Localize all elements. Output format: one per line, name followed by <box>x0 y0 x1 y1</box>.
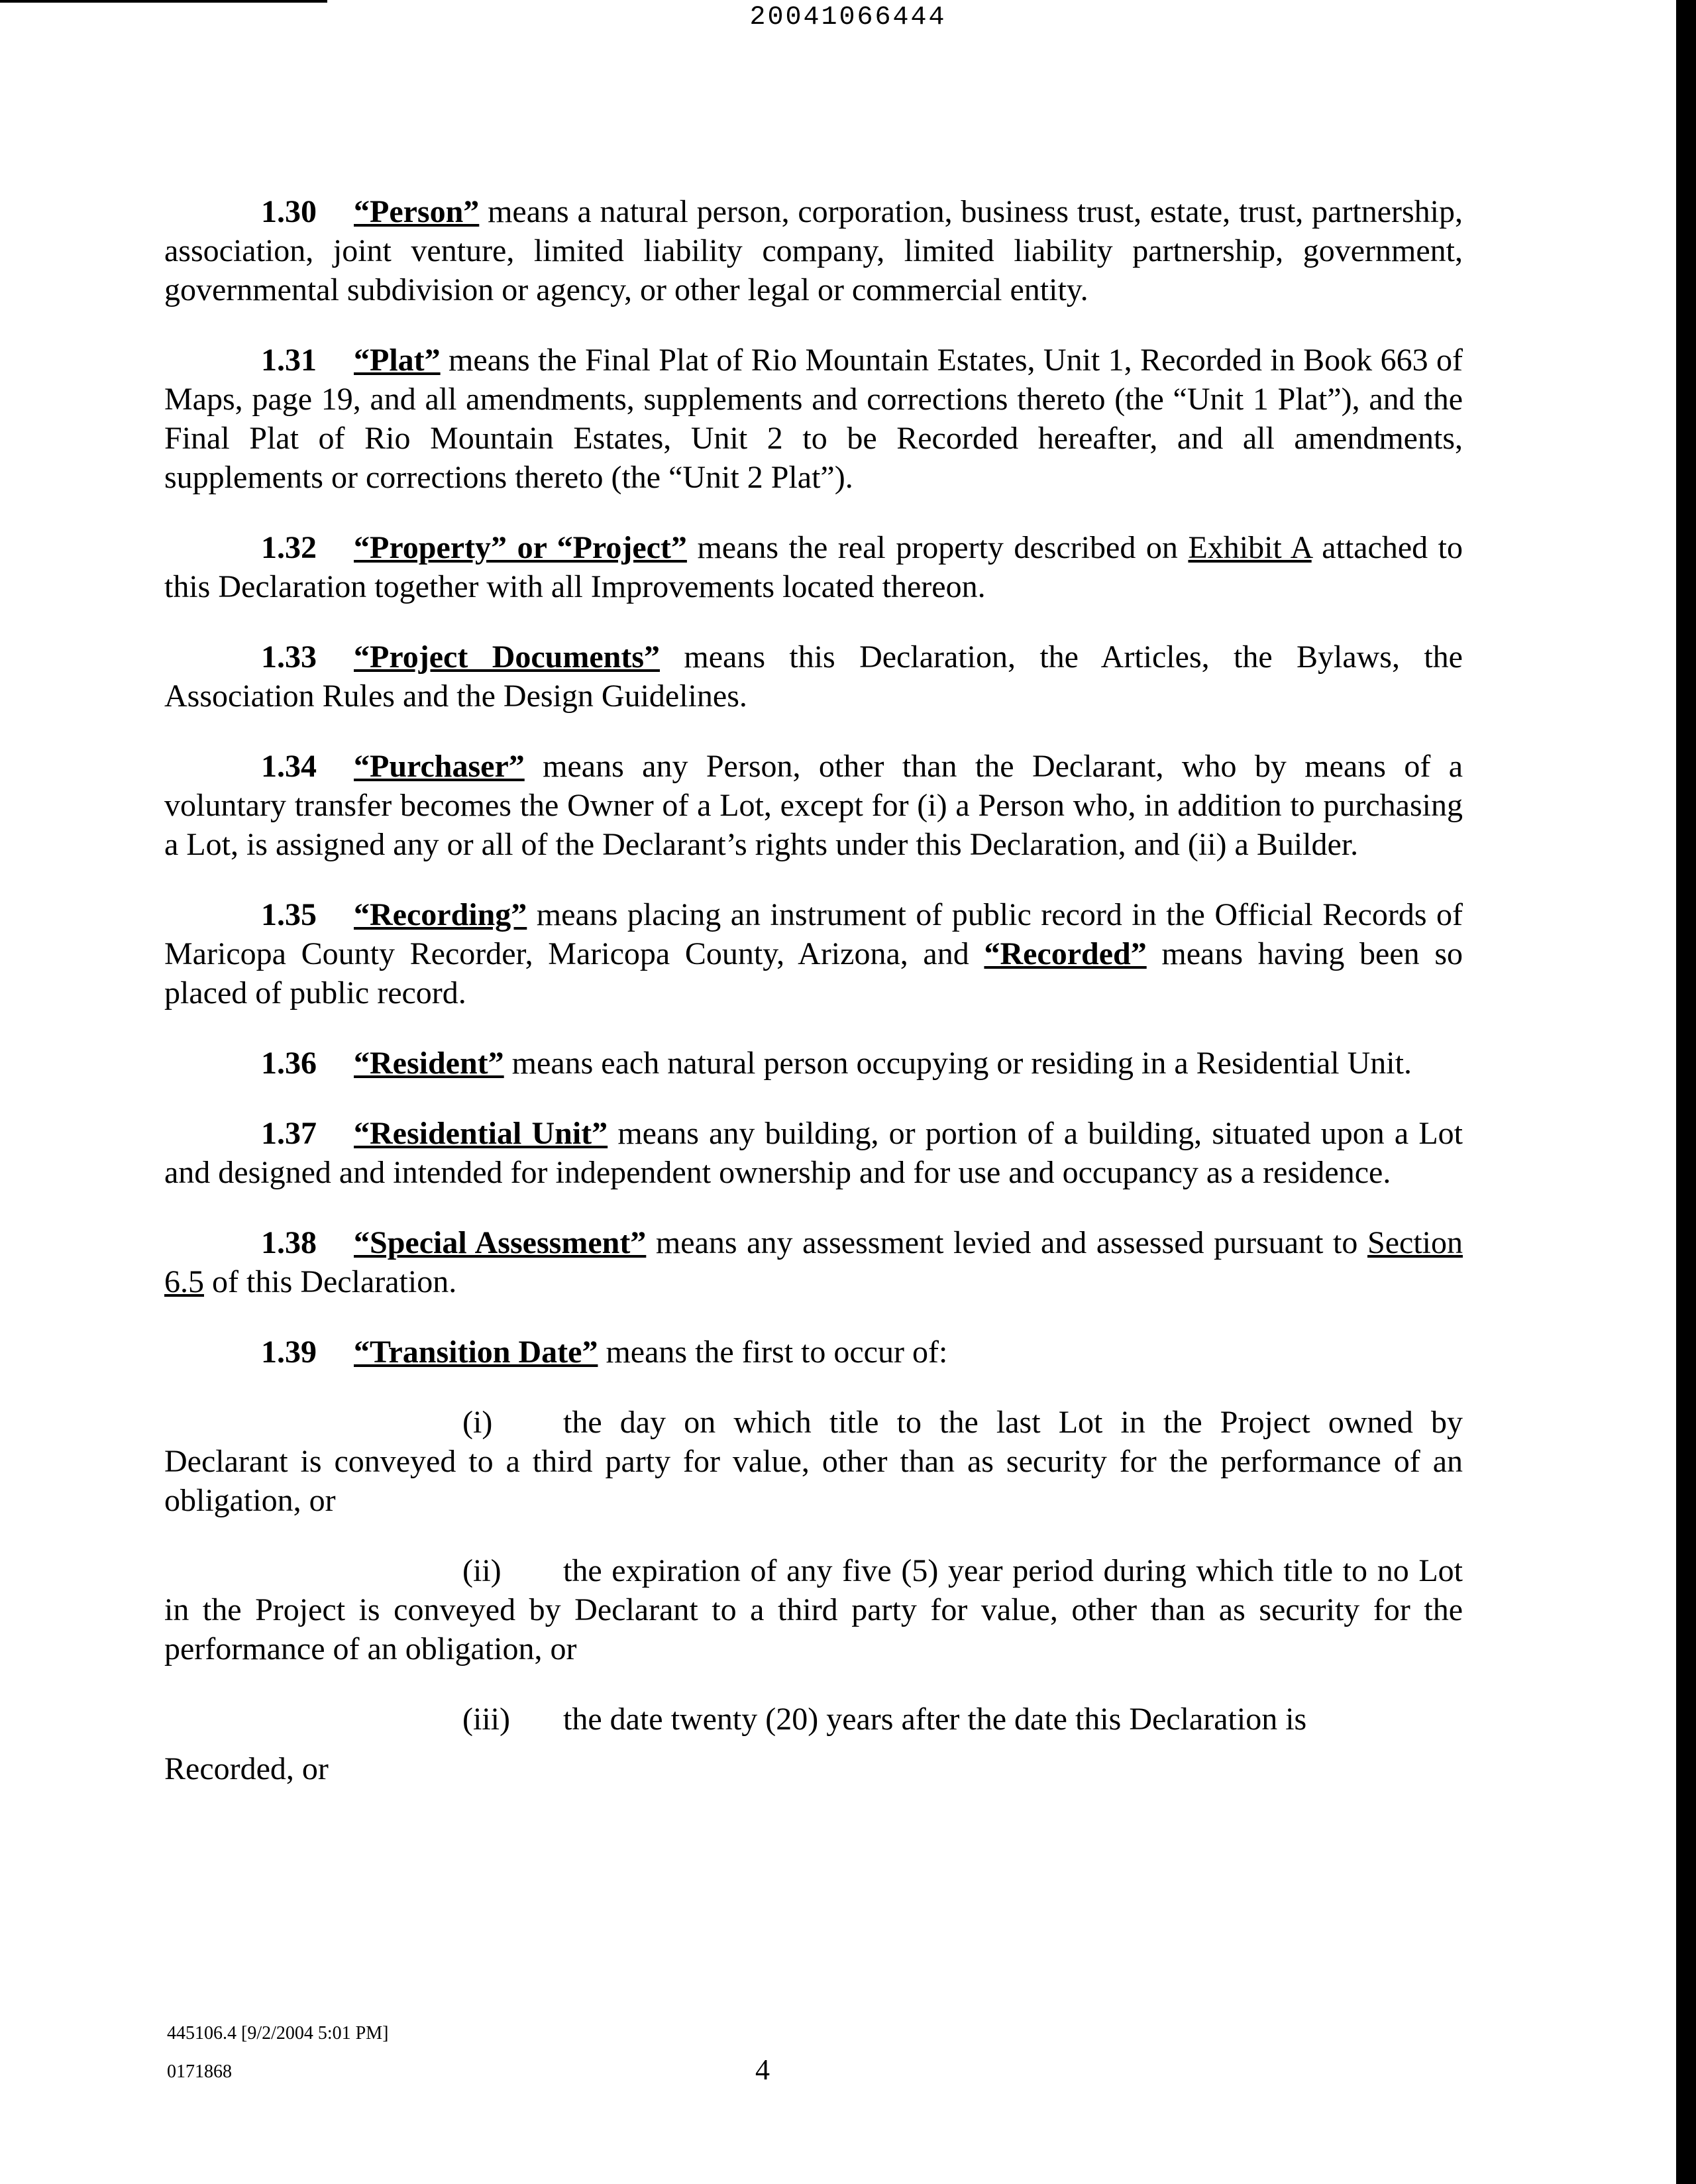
definition-1-34 <box>164 747 1463 864</box>
defined-term: “Plat” <box>354 343 441 378</box>
definition-text: means the real property described on <box>686 530 1189 565</box>
definition-text: means the Final Plat of Rio Mountain Estates, Unit 1, Recorded in Book 663 of Maps, page 19, and all amendments, supplements and corrections thereto (the “Unit 1 Plat”), and the Final Plat of Rio Mountain Estates, Unit 2 to be Recorded hereafter, and all amendments, supplements or corrections thereto (the “Unit 2 Plat”). <box>164 343 1463 495</box>
section-number: 1.35 <box>261 897 317 932</box>
definition-text: means each natural person occupying or residing in a Residential Unit. <box>504 1046 1412 1081</box>
page-number: 4 <box>755 2053 770 2086</box>
definition-1-38 <box>164 1223 1463 1301</box>
sub-item-label: (i) <box>462 1405 493 1440</box>
definition-text: of this Declaration. <box>204 1264 457 1299</box>
sub-item-ii <box>164 1551 1463 1668</box>
defined-term: “Special Assessment” <box>354 1225 647 1260</box>
definition-text: attached to this Declaration together with all Improvements located thereon. <box>164 530 1463 604</box>
defined-term: “Purchaser” <box>354 749 525 784</box>
sub-item-text: the day on which title to the last Lot in the Project owned by Declarant is conveyed to a third party for value, other than as security for the performance of an obligation, or <box>164 1405 1463 1518</box>
definition-text: means any building, or portion of a building, situated upon a Lot and designed and intended for independent ownership and for use and occupancy as a residence. <box>164 1116 1463 1190</box>
section-number: 1.39 <box>261 1335 317 1370</box>
defined-term: “Residential Unit” <box>354 1116 608 1151</box>
definition-1-33 <box>164 637 1463 716</box>
recording-number: 20041066444 <box>749 3 947 32</box>
section-number: 1.38 <box>261 1225 317 1260</box>
sub-item-label: (iii) <box>462 1702 510 1737</box>
definition-text: means any Person, other than the Declarant, who by means of a voluntary transfer becomes the Owner of a Lot, except for (i) a Person who, in addition to purchasing a Lot, is assigned any or all of the Declarant’s rights under this Declaration, and (ii) a Builder. <box>164 749 1463 862</box>
defined-term-recorded: “Recorded” <box>984 936 1147 971</box>
section-number: 1.34 <box>261 749 317 784</box>
defined-term: “Person” <box>354 194 480 229</box>
definition-text: means having been so placed of public record. <box>164 936 1463 1010</box>
definition-text: means a natural person, corporation, business trust, estate, trust, partnership, association, joint venture, limited liability company, limited liability partnership, government, governmental subdivision or agency, or other legal or commercial entity. <box>164 194 1463 307</box>
file-number: 0171868 <box>167 2061 232 2082</box>
sub-item-text: the date twenty (20) years after the date this Declaration is <box>563 1702 1307 1737</box>
definition-1-39 <box>164 1333 1463 1372</box>
sub-item-i <box>164 1403 1463 1520</box>
scan-edge <box>1676 0 1696 2184</box>
defined-term: “Resident” <box>354 1046 504 1081</box>
definition-1-32 <box>164 528 1463 606</box>
defined-term: “Project Documents” <box>354 639 661 675</box>
defined-term: “Recording” <box>354 897 527 932</box>
section-number: 1.30 <box>261 194 317 229</box>
definition-1-36 <box>164 1044 1463 1083</box>
definition-text: means placing an instrument of public record in the Official Records of Maricopa County Recorder, Maricopa County, Arizona, and <box>164 897 1463 971</box>
defined-term: “Property” or “Project” <box>354 530 687 565</box>
definition-1-30 <box>164 192 1463 309</box>
section-reference: Section 6.5 <box>164 1225 1463 1299</box>
section-number: 1.36 <box>261 1046 317 1081</box>
section-number: 1.31 <box>261 343 317 378</box>
section-number: 1.33 <box>261 639 317 675</box>
document-id: 445106.4 [9/2/2004 5:01 PM] <box>167 2023 389 2044</box>
section-number: 1.37 <box>261 1116 317 1151</box>
definition-1-31 <box>164 341 1463 497</box>
document-body <box>164 192 1463 1820</box>
sub-item-iii <box>164 1700 1463 1788</box>
footer <box>167 2014 388 2091</box>
definition-1-35 <box>164 895 1463 1012</box>
section-number: 1.32 <box>261 530 317 565</box>
definition-1-37 <box>164 1114 1463 1192</box>
definition-text: means this Declaration, the Articles, the Bylaws, the Association Rules and the Design Guidelines. <box>164 639 1463 714</box>
sub-item-continuation: Recorded, or <box>164 1751 329 1786</box>
defined-term: “Transition Date” <box>354 1335 598 1370</box>
definition-text: means the first to occur of: <box>598 1335 948 1370</box>
sub-item-text: the expiration of any five (5) year period during which title to no Lot in the Project is conveyed by Declarant to a third party for value, other than as security for the performance of an obligation, or <box>164 1553 1463 1666</box>
definition-text: means any assessment levied and assessed pursuant to <box>646 1225 1368 1260</box>
sub-item-label: (ii) <box>462 1553 502 1588</box>
exhibit-reference: Exhibit A <box>1188 530 1312 565</box>
